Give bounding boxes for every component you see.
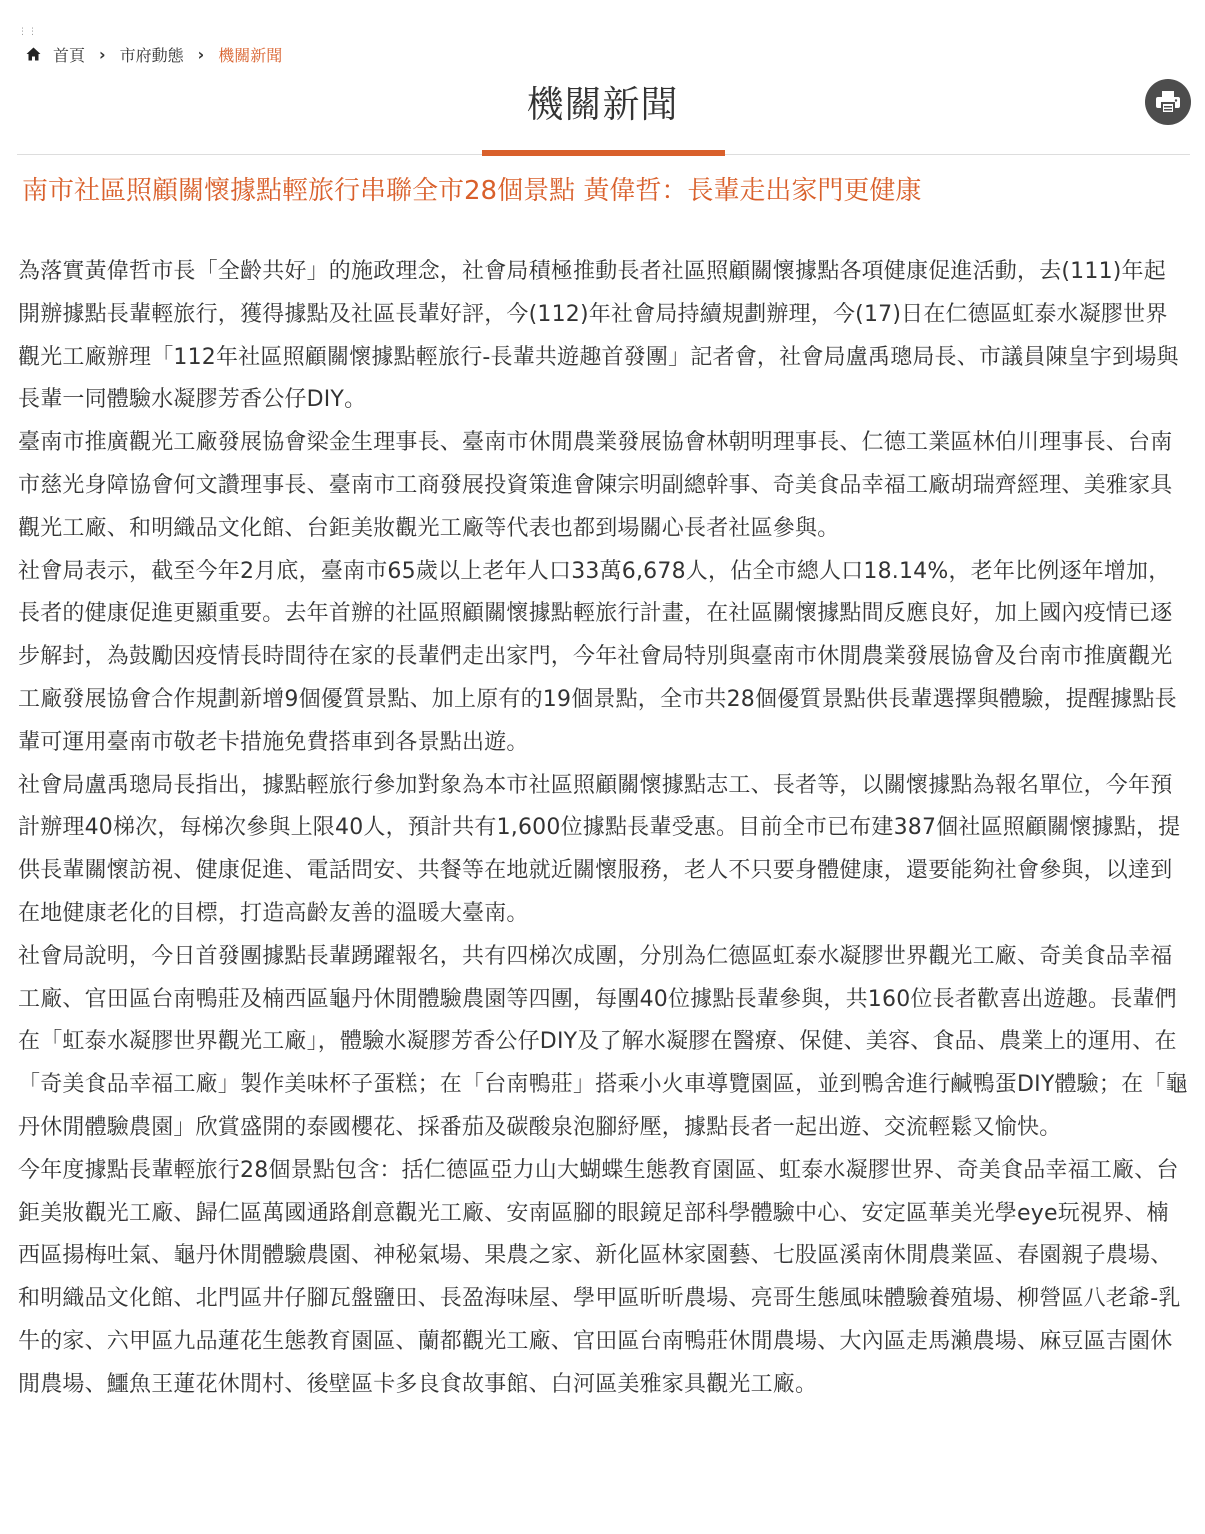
article-paragraph: 社會局說明，今日首發團據點長輩踴躍報名，共有四梯次成團，分別為仁德區虹泰水凝膠世界觀光工廠、奇美食品幸福工廠、官田區台南鴨莊及楠西區龜丹休閒體驗農園等四團，每團40位據點長輩參與，共160位長者歡喜出遊趣。長輩們在「虹泰水凝膠世界觀光工廠」，體驗水凝膠芳香公仔DIY及了解水凝膠在醫療、保健、美容、食品、農業上的運用、在「奇美食品幸福工廠」製作美味杯子蛋糕；在「台南鴨莊」搭乘小火車導覽園區，並到鴨舍進行鹹鴨蛋DIY體驗；在「龜丹休閒體驗農園」欣賞盛開的泰國櫻花、採番茄及碳酸泉泡腳紓壓，據點長者一起出遊、交流輕鬆又愉快。 [18, 943, 1188, 1140]
breadcrumb [25, 42, 282, 66]
breadcrumb-current: 機關新聞 [218, 45, 283, 65]
drag-handle-icon: ⋮⋮ [18, 27, 38, 37]
article-title: 南市社區照顧關懷據點輕旅行串聯全市28個景點 黃偉哲：長輩走出家門更健康 [22, 176, 922, 206]
breadcrumb-home-link[interactable]: 首頁 [53, 45, 86, 65]
article-paragraph: 社會局盧禹璁局長指出，據點輕旅行參加對象為本市社區照顧關懷據點志工、長者等，以關懷據點為報名單位，今年預計辦理40梯次，每梯次參與上限40人，預計共有1,600位據點長輩受惠。目前全市已布建387個社區照顧關懷據點，提供長輩關懷訪視、健康促進、電話問安、共餐等在地就近關懷服務，老人不只要身體健康，還要能夠社會參與，以達到在地健康老化的目標，打造高齡友善的溫暖大臺南。 [18, 772, 1181, 926]
article-paragraph: 今年度據點長輩輕旅行28個景點包含：括仁德區亞力山大蝴蝶生態教育園區、虹泰水凝膠世界、奇美食品幸福工廠、台鉅美妝觀光工廠、歸仁區萬國通路創意觀光工廠、安南區腳的眼鏡足部科學體驗中心、安定區華美光學eye玩視界、楠西區揚梅吐氣、龜丹休閒體驗農園、神秘氣場、果農之家、新化區林家園藝、七股區溪南休閒農業區、春園親子農場、和明織品文化館、北門區井仔腳瓦盤鹽田、長盈海味屋、學甲區昕昕農場、亮哥生態風味體驗養殖場、柳營區八老爺-乳牛的家、六甲區九品蓮花生態教育園區、蘭都觀光工廠、官田區台南鴨莊休閒農場、大內區走馬瀨農場、麻豆區吉園休閒農場、鱷魚王蓮花休閒村、後壁區卡多良食故事館、白河區美雅家具觀光工廠。 [18, 1157, 1181, 1397]
print-button[interactable] [1145, 79, 1191, 125]
home-icon[interactable] [25, 46, 41, 62]
breadcrumb-city-news-link[interactable]: 市府動態 [119, 45, 184, 65]
breadcrumb-separator-icon: › [197, 44, 205, 64]
print-icon [1155, 90, 1181, 114]
article-paragraph: 臺南市推廣觀光工廠發展協會梁金生理事長、臺南市休閒農業發展協會林朝明理事長、仁德工業區林伯川理事長、台南市慈光身障協會何文讚理事長、臺南市工商發展投資策進會陳宗明副總幹事、奇美食品幸福工廠胡瑞齊經理、美雅家具觀光工廠、和明織品文化館、台鉅美妝觀光工廠等代表也都到場關心長者社區參與。 [18, 430, 1173, 541]
breadcrumb-separator-icon: › [99, 44, 106, 64]
page-title: 機關新聞 [526, 83, 679, 126]
article-body [18, 251, 1188, 1407]
title-accent-bar [482, 150, 725, 156]
article-paragraph: 社會局表示，截至今年2月底，臺南市65歲以上老年人口33萬6,678人，佔全市總人口18.14%，老年比例逐年增加，長者的健康促進更顯重要。去年首辦的社區照顧關懷據點輕旅行計畫，在社區關懷據點間反應良好，加上國內疫情已逐步解封，為鼓勵因疫情長時間待在家的長輩們走出家門，今年社會局特別與臺南市休閒農業發展協會及台南市推廣觀光工廠發展協會合作規劃新增9個優質景點、加上原有的19個景點，全市共28個優質景點供長輩選擇與體驗，提醒據點長輩可運用臺南市敬老卡措施免費搭車到各景點出遊。 [18, 558, 1177, 755]
article-paragraph: 為落實黃偉哲市長「全齡共好」的施政理念，社會局積極推動長者社區照顧關懷據點各項健康促進活動，去(111)年起開辦據點長輩輕旅行，獲得據點及社區長輩好評，今(112)年社會局持續規劃辦理，今(17)日在仁德區虹泰水凝膠世界觀光工廠辦理「112年社區照顧關懷據點輕旅行-長輩共遊趣首發團」記者會，社會局盧禹璁局長、市議員陳皇宇到場與長輩一同體驗水凝膠芳香公仔DIY。 [18, 259, 1179, 413]
